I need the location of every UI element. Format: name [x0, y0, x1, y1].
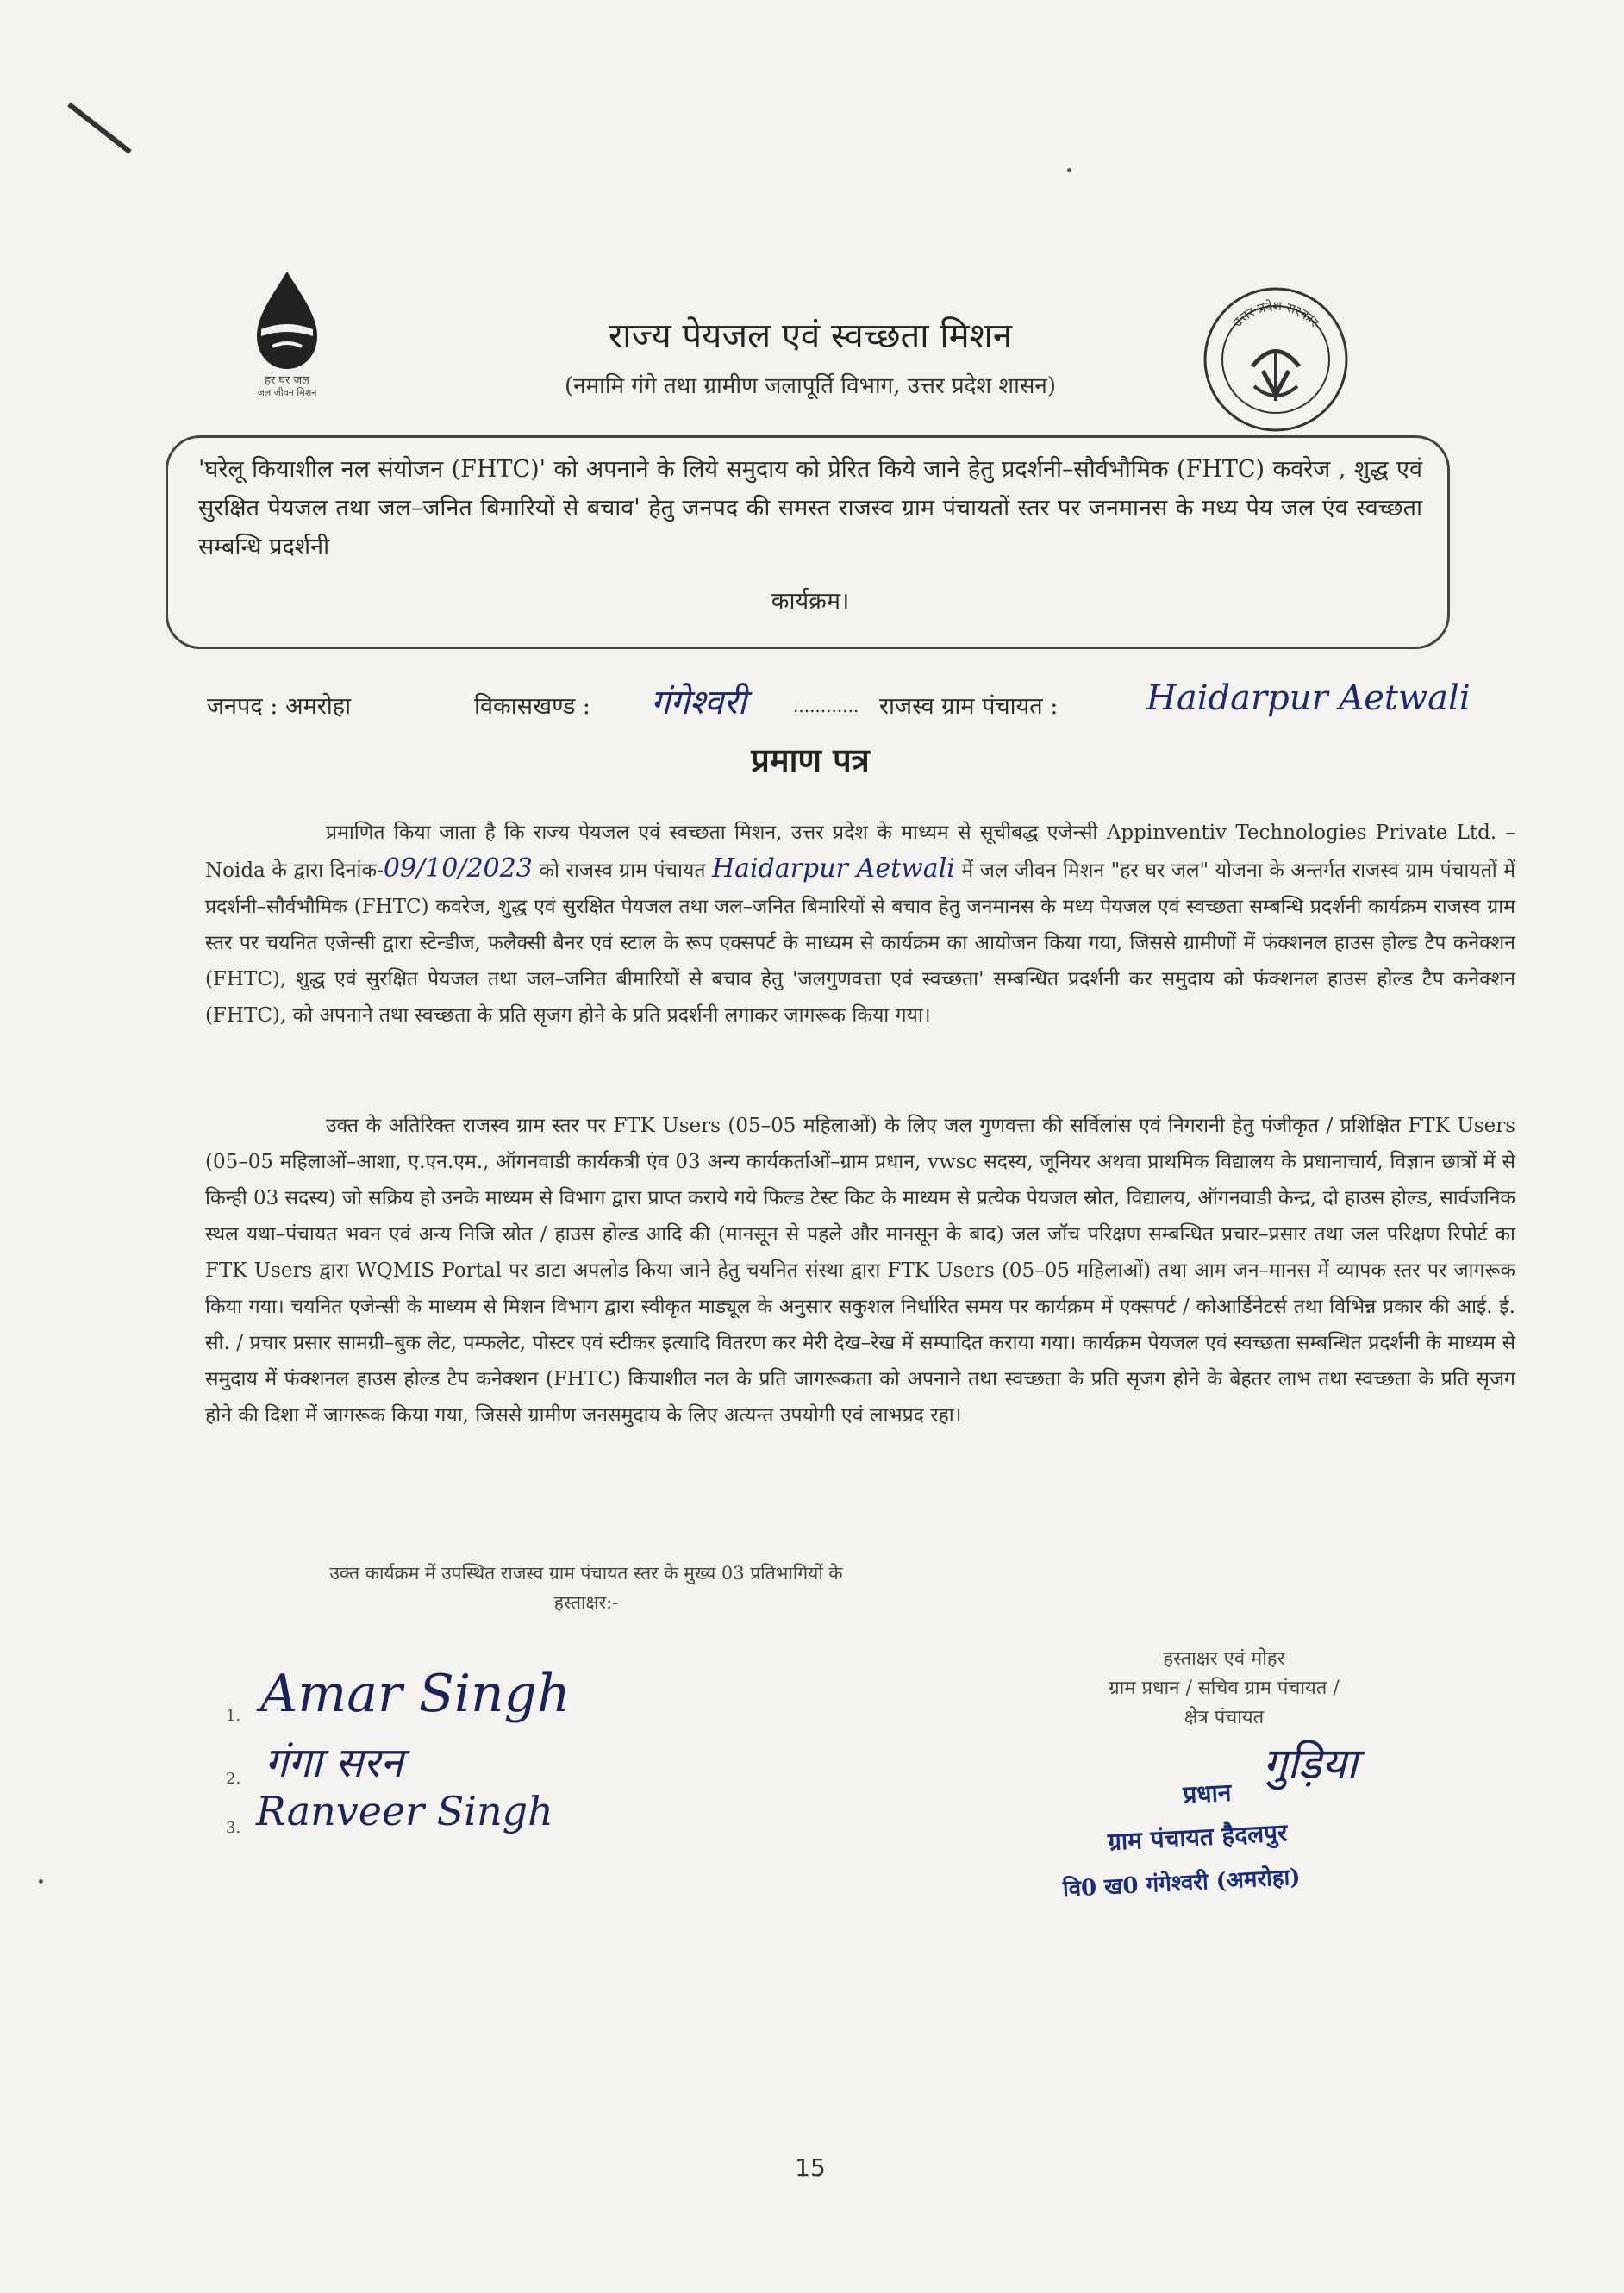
svg-text:उत्तर प्रदेश सरकार — [1229, 298, 1322, 331]
paragraph1-text: में जल जीवन मिशन "हर घर जल" योजना के अन्तर्गत राजस्व ग्राम पंचायतों में प्रदर्शनी–सौर्वभौमिक (FHTC) कवरेज, शुद्ध एवं सुरक्षित पेयजल तथा जल–जनित बिमारियों से बचाव हेतु जनमानस के मध्य पेयजल एवं स्वच्छता सम्बन्धि प्रदर्शनी कार्यक्रम राजस्व ग्राम स्तर पर चयनित एजेन्सी द्वारा स्टेन्डीज, फलैक्सी बैनर एवं स्टाल के रूप एक्सपर्ट के माध्यम से कार्यक्रम का आयोजन किया गया, जिससे ग्रामीणों में फंक्शनल हाउस होल्ड टैप कनेक्शन (FHTC), शुद्ध एवं सुरक्षित पेयजल तथा जल–जनित बीमारियों से बचाव हेतु 'जलगुणवत्ता एवं स्वच्छता' सम्बन्धित प्रदर्शनी कर समुदाय को फंक्शनल हाउस होल्ड टैप कनेक्शन (FHTC), को अपनाने तथा स्वच्छता के प्रति सृजग होने के प्रति प्रदर्शनी लगाकर जागरूक किया गया। — [205, 859, 1515, 1027]
date-handwritten: 09/10/2023 — [383, 853, 533, 884]
seal-text: उत्तर प्रदेश सरकार — [1229, 297, 1322, 330]
signature-handwritten: Amar Singh — [260, 1664, 571, 1724]
pradhan-signature-handwritten: गुड़िया — [1263, 1739, 1358, 1789]
signature-number: 2. — [226, 1770, 241, 1788]
paragraph1-text: प्रमाणित किया जाता है कि राज्य पेयजल एवं स्वच्छता मिशन, उत्तर प्रदेश के माध्यम से सूचीबद्ध एजेन्सी Appinventiv Technologies Private Ltd. – Noida के द्वारा दिनांक- — [205, 822, 1515, 882]
location-row — [207, 678, 1474, 735]
certificate-title: प्रमाण पत्र — [751, 740, 870, 779]
village-handwritten: Haidarpur Aetwali — [711, 853, 955, 884]
paragraph1-text: को राजस्व ग्राम पंचायत — [532, 859, 712, 882]
signature-number: 3. — [226, 1819, 241, 1837]
up-government-seal — [1201, 284, 1352, 435]
speck-mark — [1067, 168, 1071, 172]
header-subtitle: (नमामि गंगे तथा ग्रामीण जलापूर्ति विभाग, उत्तर प्रदेश शासन) — [565, 373, 1056, 399]
stamp-line: वि0 ख0 गंगेश्वरी (अमरोहा) — [1062, 1864, 1302, 1903]
body-paragraph-1 — [205, 815, 1515, 1034]
pradhan-signature-block — [1017, 1645, 1431, 1733]
logo-caption: जल जीवन मिशन — [257, 387, 317, 397]
signature-handwritten: Ranveer Singh — [256, 1788, 553, 1834]
header-title: राज्य पेयजल एवं स्वच्छता मिशन — [608, 316, 1013, 356]
body-paragraph-2: उक्त के अतिरिक्त राजस्व ग्राम स्तर पर FTK Users (05–05 महिलाओं) के लिए जल गुणवत्ता की सर्विलांस एवं निगरानी हेतु पंजीकृत / प्रशिक्षित FTK Users (05–05 महिलाओं–आशा, ए.एन.एम., ऑगनवाडी कार्यकत्री एंव 03 अन्य कार्यकर्ताओं–ग्राम प्रधान, vwsc सदस्य, जूनियर अथवा प्राथमिक विद्यालय के प्रधानाचार्य, विज्ञान छात्रों में से किन्ही 03 सदस्य) जो सक्रिय हो उनके माध्यम से विभाग द्वारा प्राप्त कराये गये फिल्ड टेस्ट किट के माध्यम से प्रत्येक पेयजल स्रोत, विद्यालय, ऑगनवाडी केन्द्र, दो हाउस होल्ड, सार्वजनिक स्थल यथा–पंचायत भवन एवं अन्य निजि स्रोत / हाउस होल्ड आदि की (मानसून से पहले और मानसून के बाद) जल जॉच परिक्षण सम्बन्धित प्रचार–प्रसार तथा जल परिक्षण रिपोर्ट का FTK Users द्वारा WQMIS Portal पर डाटा अपलोड किया जाने हेतु चयनित संस्था द्वारा FTK Users (05–05 महिलाओं) तथा आम जन–मानस में व्यापक स्तर पर जागरूक किया गया। चयनित एजेन्सी के माध्यम से मिशन विभाग द्वारा स्वीकृत माड्यूल के अनुसार सकुशल निर्धारित समय पर कार्यक्रम में एक्सपर्ट / कोआर्डिनेटर्स तथा विभिन्न प्रकार की आई. ई. सी. / प्रचार प्रसार सामग्री–बुक लेट, पम्फलेट, पोस्टर एवं स्टीकर इत्यादि वितरण कर मेरी देख–रेख में सम्पादित कराया गया। कार्यक्रम पेयजल एवं स्वच्छता सम्बन्धित प्रदर्शनी के माध्यम से समुदाय में फंक्शनल हाउस होल्ड टैप कनेक्शन (FHTC) कियाशील नल के प्रति जागरूकता को अपनाने तथा स्वच्छता के प्रति सृजग होने के बेहतर लाभ तथा स्वच्छता के प्रति सृजग होने की दिशा में जागरूक किया गया, जिससे ग्रामीण जनसमुदाय के लिए अत्यन्त उपयोगी एवं लाभप्रद रहा। — [205, 1115, 1515, 1427]
block-label: विकासखण्ड : — [474, 693, 591, 720]
block-value-handwritten: गंगेश्वरी — [651, 683, 746, 722]
stamp-line: ग्राम पंचायत हैदलपुर — [1107, 1818, 1289, 1857]
signature-caption: क्षेत्र पंचायत — [1184, 1707, 1265, 1728]
signatures-intro-line: उक्त कार्यक्रम में उपस्थित राजस्व ग्राम पंचायत स्तर के मुख्य 03 प्रतिभागियों के — [329, 1563, 843, 1584]
stray-pen-mark — [67, 103, 132, 154]
speck-mark — [39, 1879, 43, 1884]
participant-signature-3 — [226, 1788, 743, 1853]
page-number: 15 — [795, 2153, 826, 2182]
signature-handwritten: गंगा सरन — [265, 1739, 403, 1787]
signatures-intro-line: हस्ताक्षर:- — [553, 1592, 619, 1613]
participant-signature-1 — [226, 1664, 743, 1741]
subject-text-last-line: कार्यक्रम। — [771, 588, 850, 615]
stamp-line: प्रधान — [1182, 1778, 1233, 1809]
signatures-intro — [233, 1559, 940, 1617]
har-ghar-jal-logo — [231, 267, 360, 397]
gram-panchayat-stamp — [1060, 1740, 1430, 1922]
signature-number: 1. — [226, 1707, 241, 1725]
logo-caption: हर घर जल — [265, 374, 309, 387]
dotted-fill: ............ — [793, 696, 859, 716]
district-label: जनपद : अमरोहा — [207, 693, 352, 720]
signature-caption: ग्राम प्रधान / सचिव ग्राम पंचायत / — [1109, 1678, 1340, 1699]
panchayat-value-handwritten: Haidarpur Aetwali — [1146, 678, 1471, 718]
signature-caption: हस्ताक्षर एवं मोहर — [1163, 1648, 1285, 1670]
panchayat-label: राजस्व ग्राम पंचायत : — [879, 693, 1059, 720]
subject-text: 'घरेलू कियाशील नल संयोजन (FHTC)' को अपनाने के लिये समुदाय को प्रेरित किये जाने हेतु प्रदर्शनी–सौर्वभौमिक (FHTC) कवरेज , शुद्ध एवं सुरक्षित पेयजल तथा जल–जनित बिमारियों से बचाव' हेतु जनपद की समस्त राजस्व ग्राम पंचायतों स्तर पर जनमानस के मध्य पेय जल एंव स्वच्छता सम्बन्धि प्रदर्शनी — [198, 456, 1422, 560]
